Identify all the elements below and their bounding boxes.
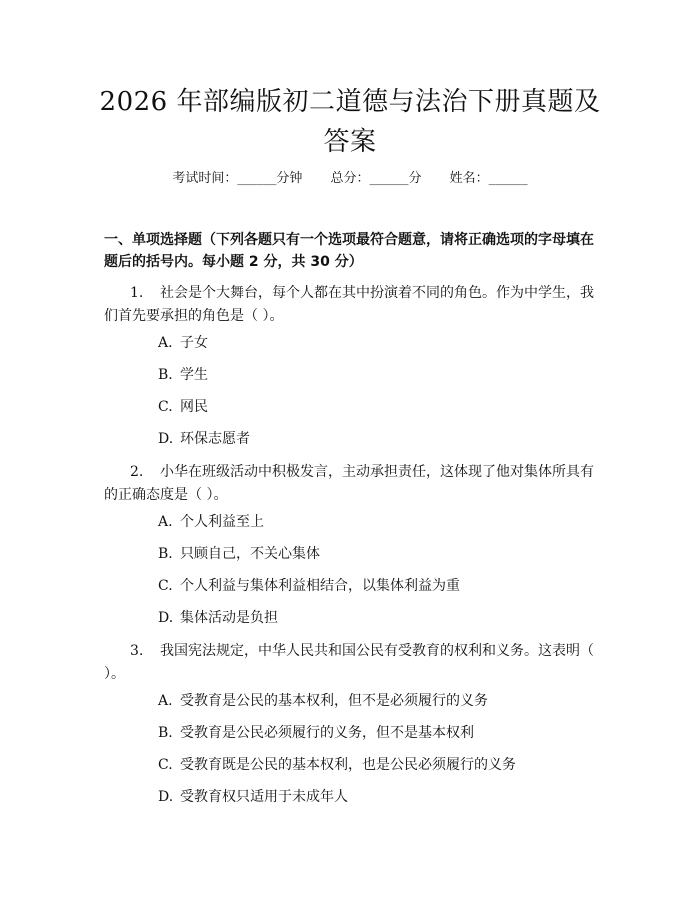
option-letter: D. bbox=[158, 610, 174, 626]
option-letter: C. bbox=[158, 757, 173, 773]
total-score-field: 总分：______分 bbox=[330, 171, 422, 186]
option-text: 受教育是公民的基本权利，但不是必须履行的义务 bbox=[180, 693, 488, 709]
option-1a bbox=[158, 333, 598, 353]
option-1d bbox=[158, 429, 598, 449]
option-text: 子女 bbox=[180, 335, 208, 351]
question-number: 2. bbox=[130, 464, 144, 480]
option-letter: D. bbox=[158, 431, 174, 447]
option-text: 受教育是公民必须履行的义务，但不是基本权利 bbox=[180, 725, 474, 741]
question-1 bbox=[104, 282, 604, 328]
question-text: 小华在班级活动中积极发言，主动承担责任，这体现了他对集体所具有的正确态度是（ ）。 bbox=[104, 464, 594, 503]
option-letter: A. bbox=[158, 514, 173, 530]
option-letter: B. bbox=[158, 546, 173, 562]
question-number: 1. bbox=[130, 285, 144, 301]
option-letter: B. bbox=[158, 367, 173, 383]
name-field: 姓名：______ bbox=[449, 171, 528, 186]
question-text: 社会是个大舞台，每个人都在其中扮演着不同的角色。作为中学生，我们首先要承担的角色是（ ）。 bbox=[104, 285, 594, 324]
option-text: 个人利益至上 bbox=[180, 514, 264, 530]
option-text: 个人利益与集体利益相结合，以集体利益为重 bbox=[180, 578, 460, 594]
option-3d bbox=[158, 787, 598, 807]
question-2 bbox=[104, 461, 604, 507]
question-3 bbox=[104, 640, 604, 686]
option-text: 受教育既是公民的基本权利，也是公民必须履行的义务 bbox=[180, 757, 516, 773]
option-text: 环保志愿者 bbox=[180, 431, 250, 447]
option-letter: A. bbox=[158, 693, 173, 709]
option-text: 集体活动是负担 bbox=[180, 610, 278, 626]
option-text: 受教育权只适用于未成年人 bbox=[180, 789, 348, 805]
option-letter: B. bbox=[158, 725, 173, 741]
exam-meta bbox=[0, 170, 700, 188]
option-1b bbox=[158, 365, 598, 385]
option-3c bbox=[158, 755, 598, 775]
option-letter: C. bbox=[158, 578, 173, 594]
option-text: 网民 bbox=[180, 399, 208, 415]
option-1c bbox=[158, 397, 598, 417]
page-title: 2026 年部编版初二道德与法治下册真题及答案 bbox=[99, 87, 601, 157]
section-heading: 一、单项选择题（下列各题只有一个选项最符合题意，请将正确选项的字母填在题后的括号内。每小题 2 分，共 30 分） bbox=[104, 232, 594, 270]
option-letter: D. bbox=[158, 789, 174, 805]
option-text: 学生 bbox=[180, 367, 208, 383]
question-number: 3. bbox=[130, 643, 144, 659]
option-2c bbox=[158, 576, 598, 596]
exam-time-field: 考试时间：______分钟 bbox=[172, 171, 303, 186]
option-letter: C. bbox=[158, 399, 173, 415]
option-2a bbox=[158, 512, 598, 532]
option-3a bbox=[158, 691, 598, 711]
option-3b bbox=[158, 723, 598, 743]
option-2b bbox=[158, 544, 598, 564]
option-letter: A. bbox=[158, 335, 173, 351]
option-2d bbox=[158, 608, 598, 628]
option-text: 只顾自己，不关心集体 bbox=[180, 546, 320, 562]
question-text: 我国宪法规定，中华人民共和国公民有受教育的权利和义务。这表明（ ）。 bbox=[104, 643, 594, 682]
